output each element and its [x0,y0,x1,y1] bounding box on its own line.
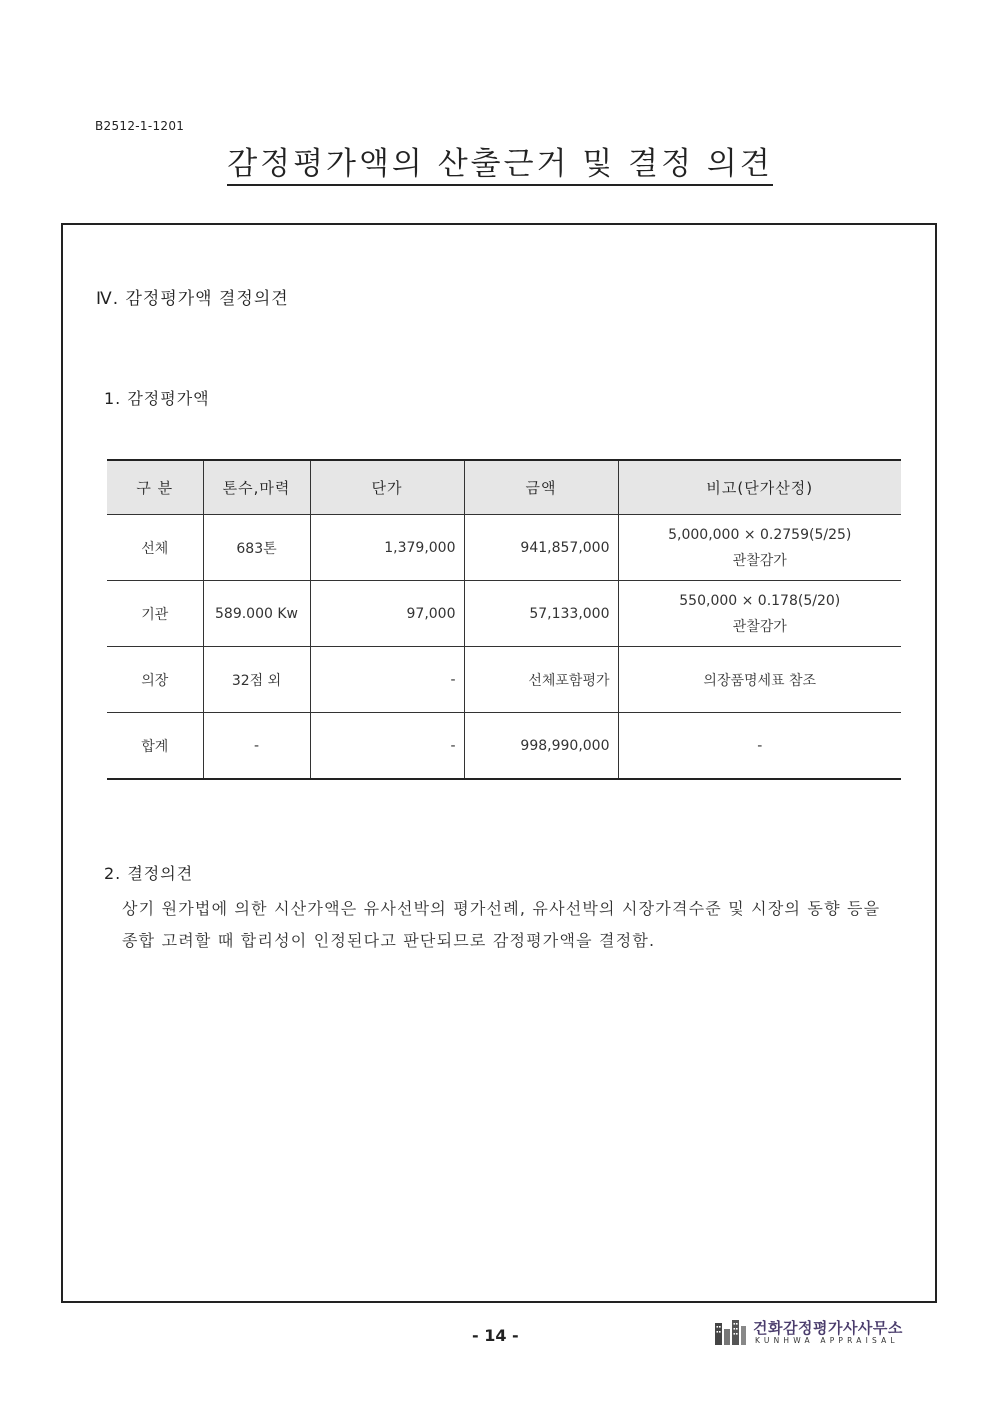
subsection-heading-opinion: 2. 결정의견 [104,864,194,883]
table-header-row [107,460,901,515]
table-row [107,647,901,713]
logo-name-korean: 건화감정평가사사무소 [753,1319,903,1337]
cell-amount: 57,133,000 [464,581,618,647]
note-line-1: 5,000,000 × 0.2759(5/25) [668,526,852,543]
cell-unit-price: 1,379,000 [310,515,464,581]
header-unit-price: 단가 [310,460,464,515]
building-logo-icon [713,1317,747,1345]
document-code: B2512-1-1201 [95,119,185,133]
cell-unit-price: 97,000 [310,581,464,647]
cell-unit-price: - [310,647,464,713]
table-row [107,515,901,581]
header-note: 비고(단가산정) [618,460,901,515]
cell-size: - [203,713,310,780]
page-title-text: 감정평가액의 산출근거 및 결정 의견 [227,146,773,186]
page-number: - 14 - [472,1326,519,1345]
cell-note: 의장품명세표 참조 [618,647,901,713]
cell-note: - [618,713,901,780]
cell-unit-price: - [310,713,464,780]
opinion-paragraph: 상기 원가법에 의한 시산가액은 유사선박의 평가선례, 유사선박의 시장가격수준 및 시장의 동향 등을 종합 고려할 때 합리성이 인정된다고 판단되므로 감정평가액을 결정함. [122,899,881,950]
cell-size: 683톤 [203,515,310,581]
section-heading: Ⅳ. 감정평가액 결정의견 [96,289,289,309]
header-size: 톤수,마력 [203,460,310,515]
cell-category: 의장 [107,647,203,713]
cell-category: 기관 [107,581,203,647]
table-row-total [107,713,901,780]
valuation-table [107,459,901,780]
table-row [107,581,901,647]
cell-size: 32점 외 [203,647,310,713]
company-logo [713,1317,908,1347]
header-amount: 금액 [464,460,618,515]
logo-name-english: KUNHWA APPRAISAL [755,1336,899,1345]
cell-amount: 941,857,000 [464,515,618,581]
cell-size: 589.000 Kw [203,581,310,647]
cell-category: 선체 [107,515,203,581]
cell-note [618,515,901,581]
cell-note [618,581,901,647]
page-title [0,138,1000,183]
note-line-2: 관찰감가 [732,552,787,569]
cell-category: 합계 [107,713,203,780]
cell-amount: 선체포함평가 [464,647,618,713]
note-line-1: 550,000 × 0.178(5/20) [679,592,841,609]
cell-amount: 998,990,000 [464,713,618,780]
header-category: 구 분 [107,460,203,515]
subsection-heading-valuation: 1. 감정평가액 [104,389,210,408]
note-line-2: 관찰감가 [732,618,787,635]
